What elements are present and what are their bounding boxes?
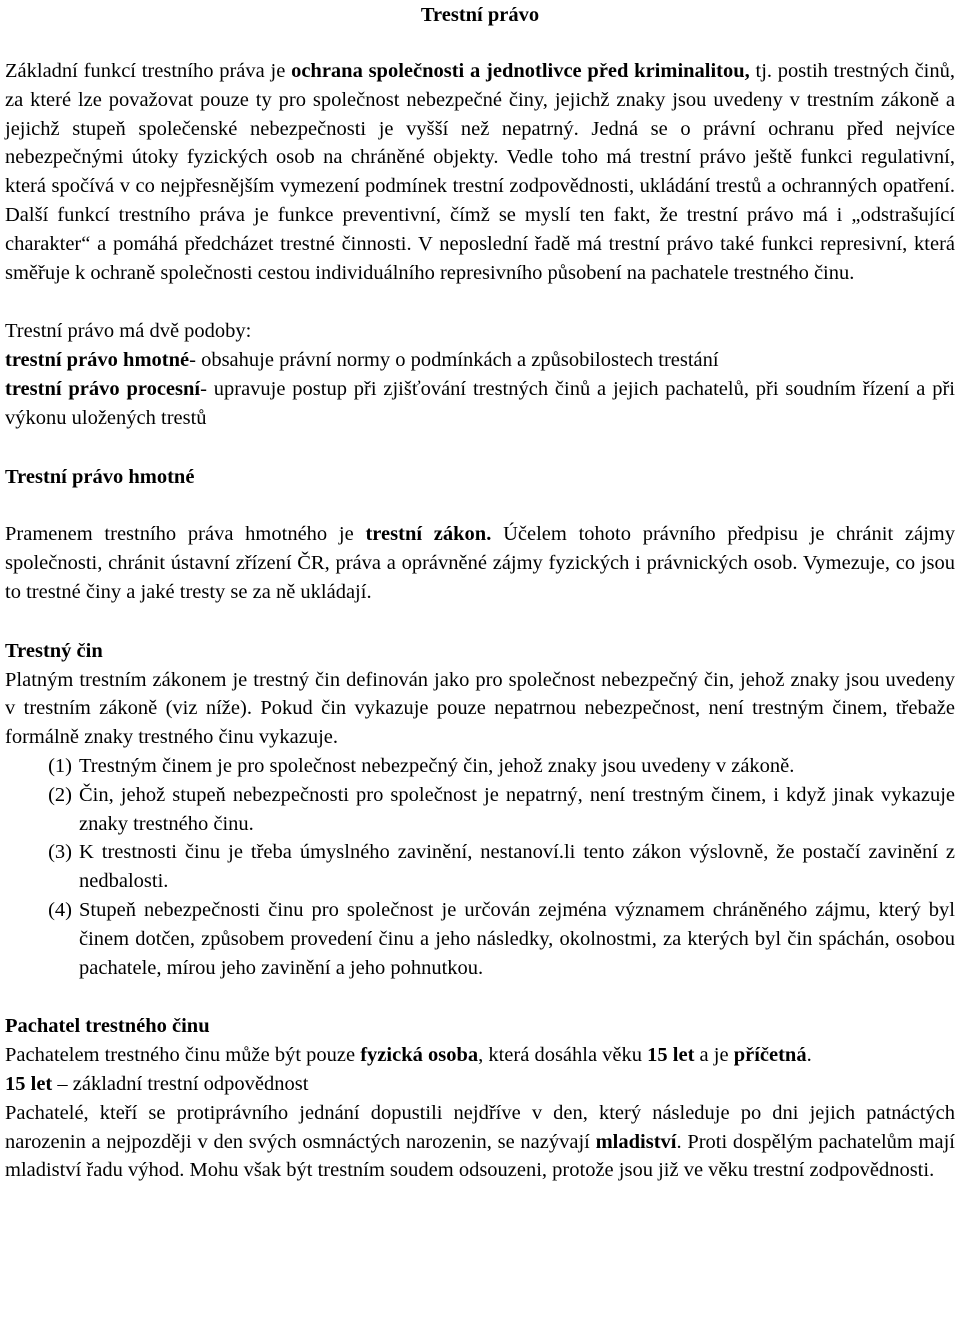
forms-hmotne-desc: - obsahuje právní normy o podmínkách a způsobilostech trestání (189, 349, 719, 372)
forms-hmotne (5, 346, 955, 375)
pachatel-text-3c: . Proti dospělým pachatelům mají mladiství řadu výhod. Mohu však být trestním soudem odsouzeni, protože jsou již ve věku trestní zodpovědnosti. (5, 1130, 955, 1182)
intro-text-a: Základní funkcí trestního práva je (5, 60, 292, 82)
pachatel-paragraph-1 (5, 1041, 955, 1070)
pachatel-fyzicka-osoba: fyzická osoba (360, 1044, 479, 1067)
list-item (5, 752, 955, 781)
list-item-number: (2) (48, 783, 72, 806)
list-item-text: Čin, jehož stupeň nebezpečnosti pro společnost je nepatrný, není trestným činem, i když jinak vykazuje znaky trestného činu. (79, 783, 955, 835)
list-item-text: K trestnosti činu je třeba úmyslného zavinění, nestanoví.li tento zákon výslovně, že postačí zavinění z nedbalosti. (79, 841, 955, 893)
intro-paragraph (5, 57, 955, 287)
list-item (5, 838, 955, 896)
trestny-cin-list (5, 752, 955, 982)
forms-procesni-desc: - upravuje postup při zjišťování trestných činů a jejich pachatelů, při soudním řízení a při výkonu uložených trestů (5, 377, 955, 429)
pachatel-paragraph-2 (5, 1070, 955, 1099)
hmotne-text-c: Účelem tohoto právního předpisu je chránit zájmy společnosti, chránit ústavní zřízení ČR, práva a oprávněné zájmy fyzických i právnických osob. Vymezuje, co jsou to trestné činy a jaké tresty se za ně ukládají. (5, 523, 955, 603)
pachatel-age-desc: – základní trestní odpovědnost (52, 1072, 309, 1095)
forms-procesni-term: trestní právo procesní (5, 377, 201, 400)
forms-procesni (5, 375, 955, 433)
pachatel-pricetna: příčetná (733, 1044, 807, 1067)
pachatel-paragraph-3 (5, 1099, 955, 1185)
pachatel-text-c: , která dosáhla věku (478, 1044, 648, 1067)
forms-hmotne-term: trestní právo hmotné (5, 349, 190, 372)
list-item (5, 781, 955, 839)
section-heading-hmotne: Trestní právo hmotné (5, 465, 195, 488)
forms-lead: Trestní právo má dvě podoby: (5, 320, 252, 343)
intro-text-c: tj. postih trestných činů, za které lze považovat pouze ty pro společnost nebezpečné činy, jejichž znaky jsou uvedeny v trestním zákoně a jejichž stupeň společenské nebezpečnosti je vyšší než nepatrný. Jedná se o právní ochranu před nejvíce nebezpečnými útoky fyzických osob na chráněné objekty. Vedle toho má trestní právo ještě funkci regulativní, která spočívá v co nejpřesnějším vymezení podmínek trestní zodpovědnosti, ukládání trestů a ochranných opatření. Další funkcí trestního práva je funkce preventivní, čímž se myslí ten fakt, že trestní právo má i „odstrašující charakter“ a pomáhá předcházet trestné činnosti. V neposlední řadě má trestní právo také funkci represivní, která směřuje k ochraně společnosti cestou individuálního represivního působení na pachatele trestného činu. (5, 60, 955, 284)
trestny-cin-paragraph: Platným trestním zákonem je trestný čin definován jako pro společnost nebezpečný čin, jehož znaky jsou uvedeny v trestním zákoně (viz níže). Pokud čin vykazuje pouze nepatrnou nebezpečnost, není trestným činem, třebaže formálně znaky trestného činu vykazuje. (5, 668, 955, 749)
pachatel-age: 15 let (647, 1044, 695, 1067)
hmotne-paragraph (5, 520, 955, 606)
list-item-number: (3) (48, 841, 72, 864)
list-item (5, 896, 955, 982)
intro-emphasis: ochrana společnosti a jednotlivce před kriminalitou, (291, 60, 750, 82)
section-heading-pachatel: Pachatel trestného činu (5, 1015, 210, 1038)
pachatel-text-3a: Pachatelé, kteří se protiprávního jednání dopustili nejdříve v den, který následuje po dni jejich patnáctých narozenin a nejpozději v den svých osmnáctých narozenin, se nazývají (5, 1101, 955, 1153)
list-item-number: (4) (48, 898, 72, 921)
pachatel-age-label: 15 let (5, 1072, 53, 1095)
page-title: Trestní právo (420, 4, 540, 26)
pachatel-text-g: . (806, 1044, 812, 1067)
pachatel-text-e: a je (694, 1044, 734, 1067)
hmotne-text-a: Pramenem trestního práva hmotného je (5, 523, 366, 546)
list-item-number: (1) (48, 754, 72, 777)
pachatel-text-a: Pachatelem trestného činu může být pouze (5, 1044, 361, 1067)
list-item-text: Stupeň nebezpečnosti činu pro společnost je určován zejména významem chráněného zájmu, který byl činem dotčen, způsobem provedení činu a jeho následky, okolnostmi, za kterých byl čin spáchán, osobou pachatele, mírou jeho zavinění a jeho pohnutkou. (79, 898, 955, 979)
list-item-text: Trestným činem je pro společnost nebezpečný čin, jehož znaky jsou uvedeny v zákoně. (79, 754, 795, 777)
pachatel-mladistvi: mladiství (595, 1130, 677, 1153)
hmotne-emphasis: trestní zákon. (365, 523, 492, 546)
section-heading-trestny-cin: Trestný čin (5, 639, 103, 662)
